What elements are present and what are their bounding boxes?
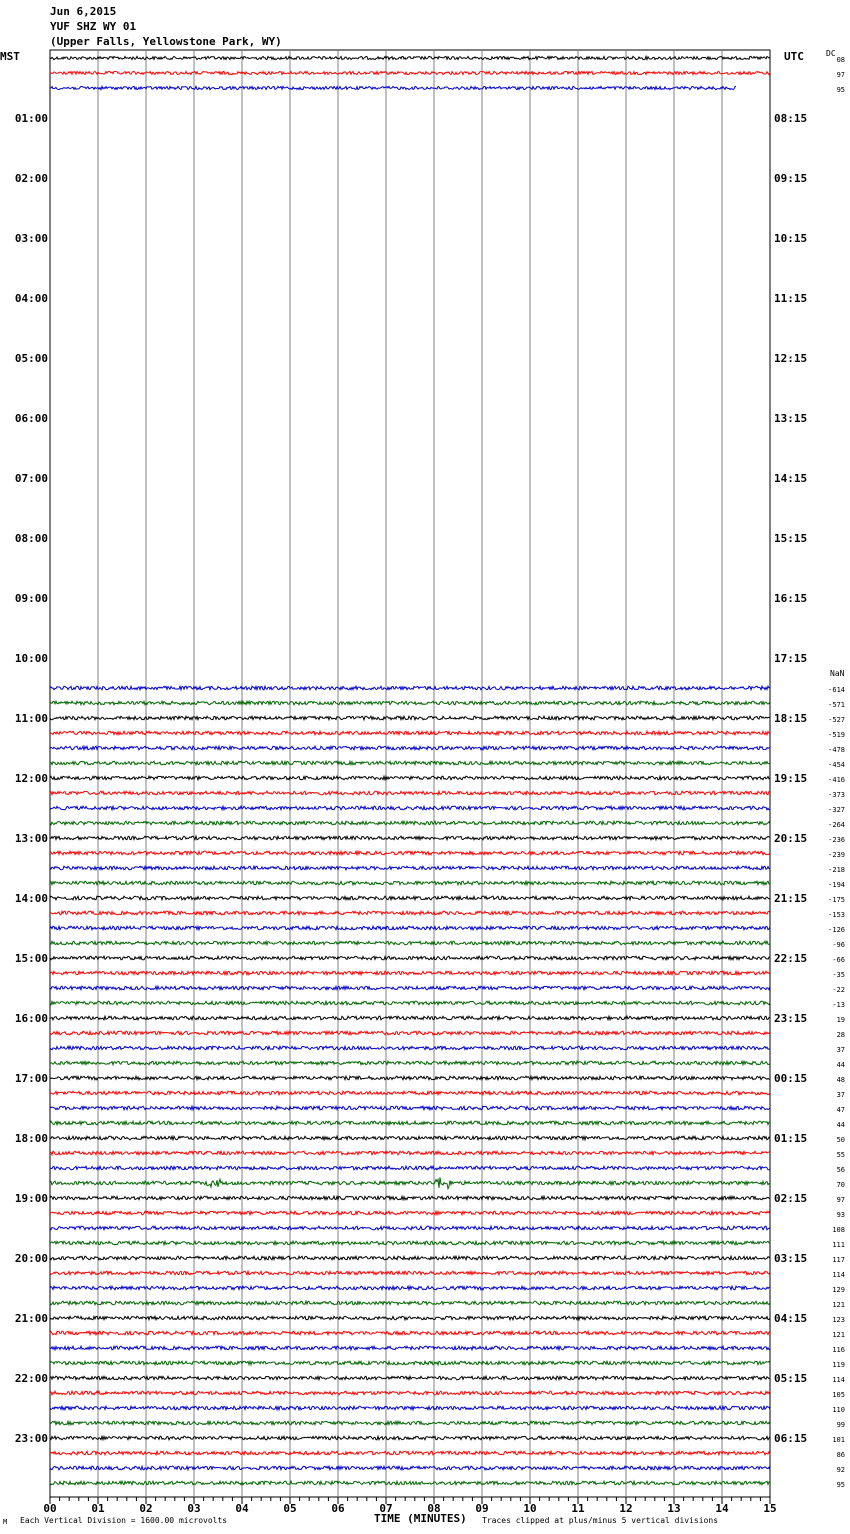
trace-mean-value: 111 [832,1241,845,1249]
utc-hour-label: 17:15 [774,652,808,665]
trace-mean-value: 97 [836,1196,845,1204]
seismic-trace [50,1136,770,1140]
mst-hour-label: 12:00 [14,772,48,785]
x-tick-label: 04 [235,1502,249,1515]
seismic-trace [50,686,770,690]
seismic-trace [50,1166,770,1170]
utc-hour-label: 08:15 [774,112,808,125]
seismic-trace [50,776,770,780]
trace-mean-value: 95 [836,1481,845,1489]
trace-mean-value: 99 [836,1421,845,1429]
seismic-trace [50,941,770,945]
trace-mean-value: -236 [828,836,845,844]
seismic-trace [50,1031,770,1035]
utc-hour-label: 12:15 [774,352,808,365]
nan-label: NaN [830,669,845,678]
station-code: YUF SHZ WY 01 [50,20,137,33]
trace-mean-value: 95 [836,86,845,94]
seismic-trace [50,1151,770,1155]
seismic-trace [50,71,770,74]
trace-mean-value: 56 [836,1166,845,1174]
seismic-trace [50,1286,770,1290]
seismic-trace [50,716,770,720]
utc-hour-label: 19:15 [774,772,808,785]
trace-mean-value: 121 [832,1331,845,1339]
seismic-trace [50,1466,770,1470]
chart-date: Jun 6,2015 [50,5,117,18]
trace-mean-value: 97 [836,71,845,79]
utc-hour-label: 02:15 [774,1192,808,1205]
mst-hour-label: 10:00 [14,652,48,665]
trace-mean-value: 37 [836,1091,845,1099]
mst-hour-label: 02:00 [14,172,48,185]
utc-hour-label: 13:15 [774,412,808,425]
utc-hour-label: 01:15 [774,1132,808,1145]
dc-label: DC [826,49,836,58]
seismic-trace [50,881,770,885]
seismic-trace [50,1076,770,1080]
trace-mean-value: -571 [828,701,845,709]
seismic-trace [50,896,770,900]
seismic-trace [50,1406,770,1410]
seismic-trace [50,971,770,975]
seismic-trace [50,1226,770,1230]
utc-hour-label: 10:15 [774,232,808,245]
mst-hour-label: 11:00 [14,712,48,725]
mst-hour-label: 19:00 [14,1192,48,1205]
mst-hour-label: 05:00 [14,352,48,365]
utc-hour-label: 11:15 [774,292,808,305]
trace-mean-value: -327 [828,806,845,814]
trace-mean-value: 37 [836,1046,845,1054]
seismic-trace [50,836,770,840]
utc-hour-label: 05:15 [774,1372,808,1385]
trace-mean-value: -416 [828,776,845,784]
trace-mean-value: -153 [828,911,845,919]
seismic-trace [50,1016,770,1020]
seismic-trace [50,1271,770,1275]
mst-label: MST [0,50,20,63]
seismic-trace [50,866,770,870]
vertical-division-note: Each Vertical Division = 1600.00 microvolts [20,1516,228,1525]
trace-mean-value: -218 [828,866,845,874]
x-axis-title: TIME (MINUTES) [374,1512,467,1525]
x-tick-label: 05 [283,1502,297,1515]
x-tick-label: 14 [715,1502,729,1515]
x-tick-label: 11 [571,1502,585,1515]
trace-mean-value: -614 [828,686,845,694]
seismic-trace [50,851,770,855]
mst-hour-label: 22:00 [14,1372,48,1385]
trace-mean-value: 116 [832,1346,845,1354]
trace-mean-value: 55 [836,1151,845,1159]
seismic-trace [50,926,770,930]
seismic-trace [50,1211,770,1215]
x-tick-label: 07 [379,1502,393,1515]
trace-mean-value: 70 [836,1181,845,1189]
utc-hour-label: 06:15 [774,1432,808,1445]
seismic-trace [50,806,770,810]
trace-mean-value: -373 [828,791,845,799]
trace-mean-value: 114 [832,1271,845,1279]
utc-hour-label: 16:15 [774,592,808,605]
mst-hour-label: 08:00 [14,532,48,545]
utc-label: UTC [784,50,804,63]
seismic-trace [50,1061,770,1065]
trace-mean-value: 19 [836,1016,845,1024]
trace-mean-value: 123 [832,1316,845,1324]
mst-hour-label: 17:00 [14,1072,48,1085]
utc-hour-label: 18:15 [774,712,808,725]
seismic-trace [50,1436,770,1440]
trace-mean-value: -264 [828,821,845,829]
utc-hour-label: 20:15 [774,832,808,845]
trace-mean-value: 48 [836,1076,845,1084]
trace-mean-value: 121 [832,1301,845,1309]
seismic-trace [50,1316,770,1320]
mst-hour-label: 06:00 [14,412,48,425]
seismic-trace [50,1046,770,1050]
trace-mean-value: -35 [832,971,845,979]
x-tick-label: 06 [331,1502,345,1515]
trace-mean-value: 129 [832,1286,845,1294]
seismic-trace [50,1301,770,1305]
seismic-trace [50,1361,770,1365]
x-tick-label: 03 [187,1502,201,1515]
trace-mean-value: 93 [836,1211,845,1219]
mst-hour-label: 16:00 [14,1012,48,1025]
trace-mean-value: -22 [832,986,845,994]
mst-hour-label: 23:00 [14,1432,48,1445]
x-tick-label: 02 [139,1502,153,1515]
x-tick-label: 08 [427,1502,441,1515]
seismic-trace [50,1331,770,1335]
utc-hour-label: 03:15 [774,1252,808,1265]
seismic-trace [50,746,770,750]
seismic-trace [50,986,770,990]
trace-mean-value: -239 [828,851,845,859]
trace-mean-value: 44 [836,1121,845,1129]
mst-hour-label: 18:00 [14,1132,48,1145]
utc-hour-label: 00:15 [774,1072,808,1085]
mst-hour-label: 15:00 [14,952,48,965]
trace-mean-value: 114 [832,1376,845,1384]
trace-mean-value: 28 [836,1031,845,1039]
utc-hour-label: 23:15 [774,1012,808,1025]
clipping-note: Traces clipped at plus/minus 5 vertical divisions [482,1516,719,1525]
trace-mean-value: 119 [832,1361,845,1369]
trace-mean-value: -519 [828,731,845,739]
seismic-trace [50,1241,770,1245]
trace-mean-value: -66 [832,956,845,964]
x-tick-label: 10 [523,1502,537,1515]
utc-hour-label: 22:15 [774,952,808,965]
utc-hour-label: 21:15 [774,892,808,905]
x-tick-label: 13 [667,1502,681,1515]
trace-mean-value: 105 [832,1391,845,1399]
mst-hour-label: 20:00 [14,1252,48,1265]
seismic-trace [50,731,770,735]
mst-hour-label: 13:00 [14,832,48,845]
station-location: (Upper Falls, Yellowstone Park, WY) [50,35,282,48]
seismic-trace [50,86,736,89]
utc-hour-label: 14:15 [774,472,808,485]
seismic-trace [50,1256,770,1260]
trace-mean-value: -175 [828,896,845,904]
trace-mean-value: 08 [836,56,845,64]
trace-mean-value: -96 [832,941,845,949]
trace-mean-value: -13 [832,1001,845,1009]
plot-frame [50,50,770,1497]
utc-hour-label: 04:15 [774,1312,808,1325]
trace-mean-value: 108 [832,1226,845,1234]
seismic-trace [50,1196,770,1200]
trace-mean-value: 44 [836,1061,845,1069]
x-tick-label: 01 [91,1502,105,1515]
mst-hour-label: 09:00 [14,592,48,605]
mst-hour-label: 21:00 [14,1312,48,1325]
seismic-trace [50,1001,770,1005]
seismic-trace [50,1106,770,1110]
x-tick-label: 12 [619,1502,633,1515]
trace-mean-value: -478 [828,746,845,754]
mst-hour-label: 03:00 [14,232,48,245]
seismic-trace [50,1391,770,1395]
seismic-trace [50,1376,770,1380]
seismic-trace [50,1421,770,1425]
utc-hour-label: 09:15 [774,172,808,185]
seismic-trace [50,1121,770,1125]
seismic-trace [50,956,770,960]
seismic-trace [50,1177,770,1188]
seismic-trace [50,1346,770,1350]
x-tick-label: 00 [43,1502,57,1515]
trace-mean-value: 101 [832,1436,845,1444]
trace-mean-value: 117 [832,1256,845,1264]
seismic-trace [50,56,770,59]
utc-hour-label: 15:15 [774,532,808,545]
seismic-trace [50,911,770,915]
seismic-trace [50,1451,770,1455]
seismic-trace [50,701,770,705]
seismic-trace [50,791,770,795]
mst-hour-label: 14:00 [14,892,48,905]
trace-mean-value: -126 [828,926,845,934]
trace-mean-value: 92 [836,1466,845,1474]
seismic-trace [50,1481,770,1485]
trace-mean-value: -194 [828,881,845,889]
trace-mean-value: -527 [828,716,845,724]
x-tick-label: 15 [763,1502,777,1515]
x-tick-label: 09 [475,1502,489,1515]
trace-mean-value: 47 [836,1106,845,1114]
trace-mean-value: 50 [836,1136,845,1144]
mst-hour-label: 01:00 [14,112,48,125]
seismic-trace [50,821,770,825]
mst-hour-label: 04:00 [14,292,48,305]
seismic-trace [50,1091,770,1095]
trace-mean-value: -454 [828,761,845,769]
corner-mark: M [3,1518,8,1526]
seismic-trace [50,761,770,765]
mst-hour-label: 07:00 [14,472,48,485]
trace-mean-value: 86 [836,1451,845,1459]
trace-mean-value: 110 [832,1406,845,1414]
